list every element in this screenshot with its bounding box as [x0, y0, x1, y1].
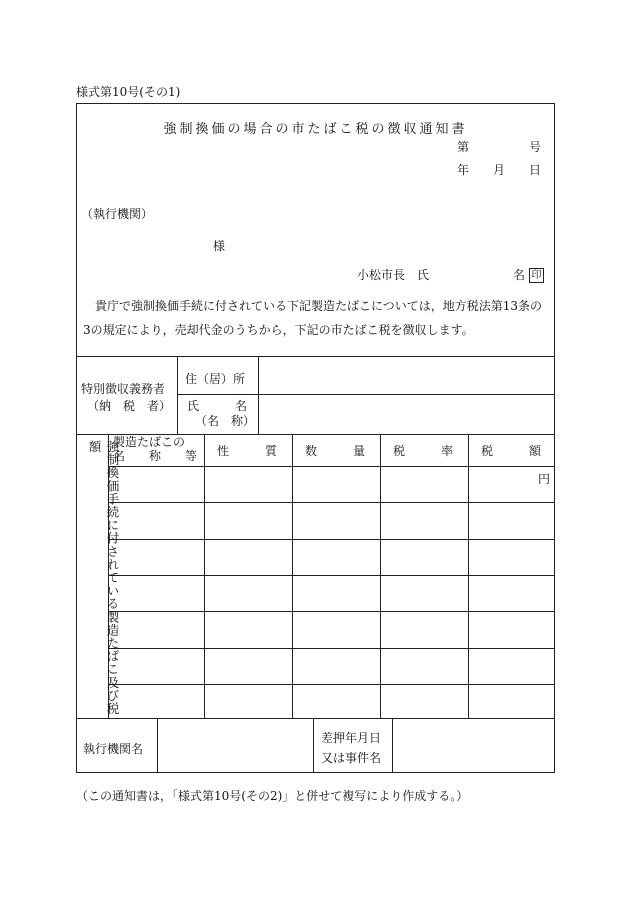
document-title: 強制換価の場合の市たばこ税の徴収通知書 [163, 122, 468, 137]
table-row-divider [108, 539, 554, 540]
table-cell-quantity[interactable] [295, 476, 377, 494]
header-amount: 税 額 [481, 444, 542, 458]
table-col-divider-2 [292, 434, 293, 718]
table-cell-quantity[interactable] [295, 694, 377, 712]
table-cell-amount[interactable] [471, 621, 552, 639]
seizure-date-label: 差押年月日 又は事件名 [321, 731, 382, 765]
table-cell-nature[interactable] [207, 658, 289, 676]
footnote: （この通知書は，「様式第10号(その2)」と併せて複写により作成する。） [76, 789, 469, 803]
address-field[interactable] [263, 370, 553, 388]
table-cell-rate[interactable] [383, 549, 465, 567]
table-cell-rate[interactable] [383, 621, 465, 639]
agency-name-label: 執行機関名 [83, 742, 144, 756]
table-col-divider-4 [468, 434, 469, 718]
table-cell-rate[interactable] [383, 476, 465, 494]
table-cell-amount[interactable] [471, 694, 552, 712]
table-col-divider-3 [380, 434, 381, 718]
name-label: 氏 名 （名 称） [187, 399, 256, 428]
table-row-divider [108, 648, 554, 649]
table-cell-nature[interactable] [207, 585, 289, 603]
mayor-signature-line [357, 266, 544, 283]
executing-agency-label: （執行機関） [81, 207, 154, 221]
obligor-middle-divider [177, 394, 554, 395]
obligor-label: 特別徴収義務者 （納 税 者） [81, 382, 172, 413]
notice-body-text: 貴庁で強制換価手続に付されている下記製造たばこについては，地方税法第13条の3の規定により，売却代金のうちから，下記の市たばこ税を徴収します。 [83, 299, 543, 337]
obligor-divider-2 [258, 356, 259, 434]
table-col-divider-1 [204, 434, 205, 718]
table-row-divider [108, 575, 554, 576]
table-cell-product[interactable] [111, 694, 201, 712]
table-row-divider [108, 502, 554, 503]
bottom-divider-2 [313, 718, 314, 773]
table-cell-amount[interactable] [471, 549, 552, 567]
table-cell-product[interactable] [111, 476, 201, 494]
table-cell-quantity[interactable] [295, 658, 377, 676]
table-cell-nature[interactable] [207, 512, 289, 530]
table-cell-product[interactable] [111, 549, 201, 567]
seal-mark: 印 [529, 268, 544, 283]
table-cell-nature[interactable] [207, 694, 289, 712]
name-field[interactable] [263, 406, 553, 424]
table-cell-rate[interactable] [383, 694, 465, 712]
table-cell-amount[interactable] [471, 658, 552, 676]
agency-name-field[interactable] [163, 734, 309, 760]
table-cell-nature[interactable] [207, 549, 289, 567]
yen-unit-label: 円 [538, 472, 551, 486]
table-cell-amount[interactable] [471, 476, 552, 494]
header-product: 製造たばこの 名 称 等 [113, 435, 198, 463]
divider-obligor-top [77, 356, 554, 357]
divider-bottom-section [77, 718, 554, 719]
table-cell-rate[interactable] [383, 512, 465, 530]
mayor-name: 小松市長 氏 名 [357, 268, 526, 282]
table-cell-quantity[interactable] [295, 621, 377, 639]
table-row-divider [108, 684, 554, 685]
header-rate: 税 率 [393, 444, 454, 458]
form-number: 様式第10号(その1) [76, 85, 181, 99]
address-label: 住（居）所 [185, 372, 246, 386]
date-label: 年 月 日 [457, 163, 542, 177]
table-cell-nature[interactable] [207, 476, 289, 494]
table-side-label: 強制換価手続に付されている製造たばこ及び税額 [87, 440, 120, 716]
obligor-divider-1 [177, 356, 178, 434]
table-cell-product[interactable] [111, 621, 201, 639]
table-row-divider [108, 611, 554, 612]
table-cell-rate[interactable] [383, 658, 465, 676]
table-cell-product[interactable] [111, 585, 201, 603]
table-cell-amount[interactable] [471, 585, 552, 603]
document-number-label: 第 号 [457, 140, 542, 154]
table-cell-product[interactable] [111, 658, 201, 676]
table-cell-product[interactable] [111, 512, 201, 530]
table-cell-amount[interactable] [471, 512, 552, 530]
honorific-label: 様 [213, 239, 226, 253]
seizure-date-field[interactable] [397, 734, 547, 760]
table-cell-quantity[interactable] [295, 585, 377, 603]
bottom-divider-1 [157, 718, 158, 773]
table-row-divider [108, 466, 554, 467]
table-cell-rate[interactable] [383, 585, 465, 603]
table-cell-quantity[interactable] [295, 549, 377, 567]
table-cell-quantity[interactable] [295, 512, 377, 530]
bottom-divider-3 [392, 718, 393, 773]
header-quantity: 数 量 [305, 444, 366, 458]
notice-form-frame [76, 103, 555, 773]
table-cell-nature[interactable] [207, 621, 289, 639]
header-nature: 性 質 [217, 444, 278, 458]
